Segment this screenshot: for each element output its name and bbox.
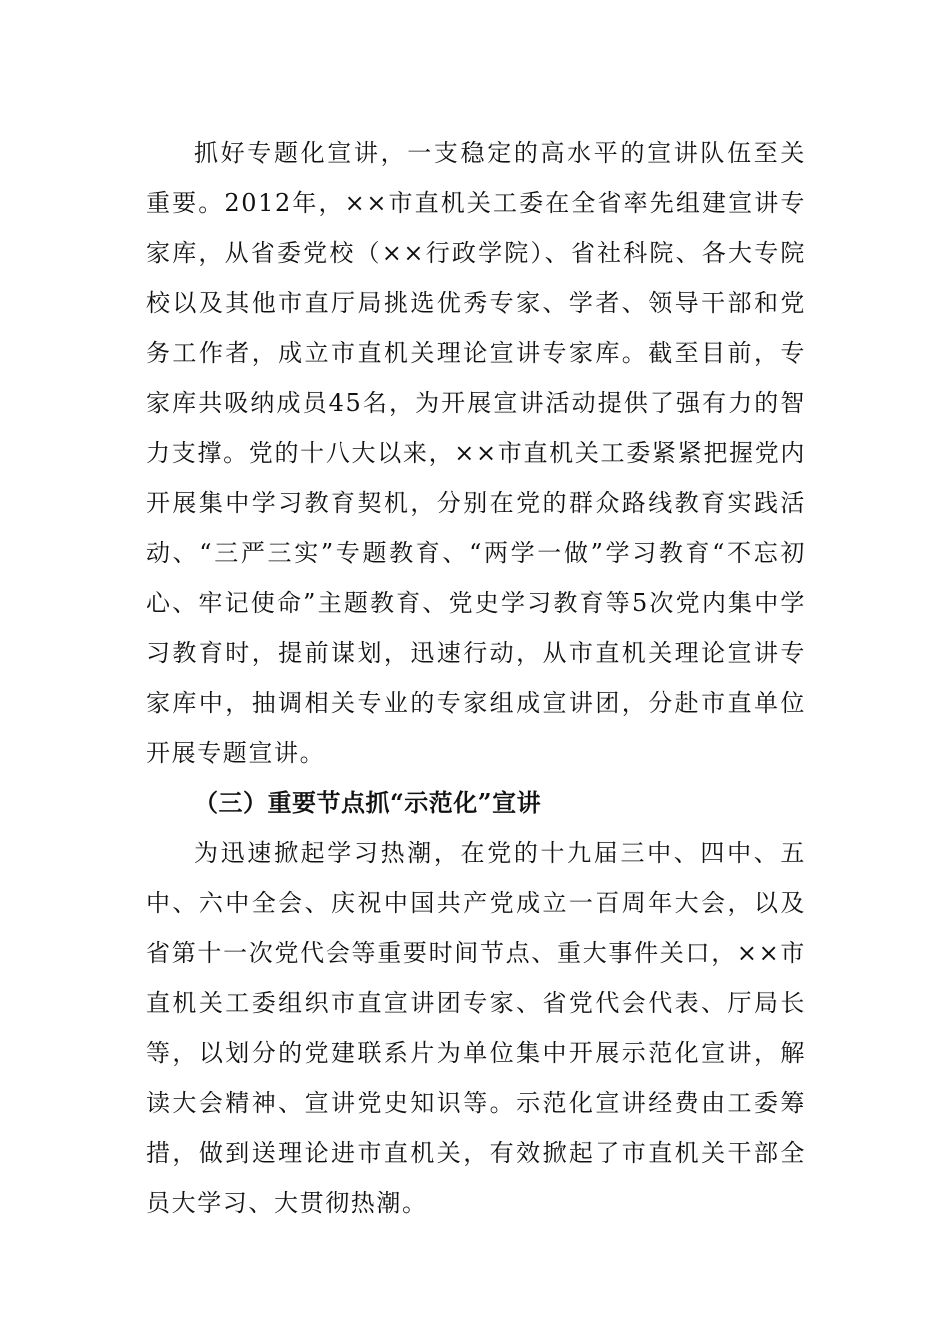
document-body — [146, 128, 806, 1228]
body-paragraph-1: 抓好专题化宣讲，一支稳定的高水平的宣讲队伍至关重要。2012年，××市直机关工委在全省率先组建宣讲专家库，从省委党校（××行政学院）、省社科院、各大专院校以及其他市直厅局挑选优秀专家、学者、领导干部和党务工作者，成立市直机关理论宣讲专家库。截至目前，专家库共吸纳成员45名，为开展宣讲活动提供了强有力的智力支撑。党的十八大以来，××市直机关工委紧紧把握党内开展集中学习教育契机，分别在党的群众路线教育实践活动、“三严三实”专题教育、“两学一做”学习教育“不忘初心、牢记使命”主题教育、党史学习教育等5次党内集中学习教育时，提前谋划，迅速行动，从市直机关理论宣讲专家库中，抽调相关专业的专家组成宣讲团，分赴市直单位开展专题宣讲。 — [146, 139, 806, 767]
body-paragraph-2: 为迅速掀起学习热潮，在党的十九届三中、四中、五中、六中全会、庆祝中国共产党成立一百周年大会，以及省第十一次党代会等重要时间节点、重大事件关口，××市直机关工委组织市直宣讲团专家、省党代会代表、厅局长等，以划分的党建联系片为单位集中开展示范化宣讲，解读大会精神、宣讲党史知识等。示范化宣讲经费由工委筹措，做到送理论进市直机关，有效掀起了市直机关干部全员大学习、大贯彻热潮。 — [146, 839, 806, 1217]
section-heading-3: （三）重要节点抓“示范化”宣讲 — [194, 788, 542, 817]
